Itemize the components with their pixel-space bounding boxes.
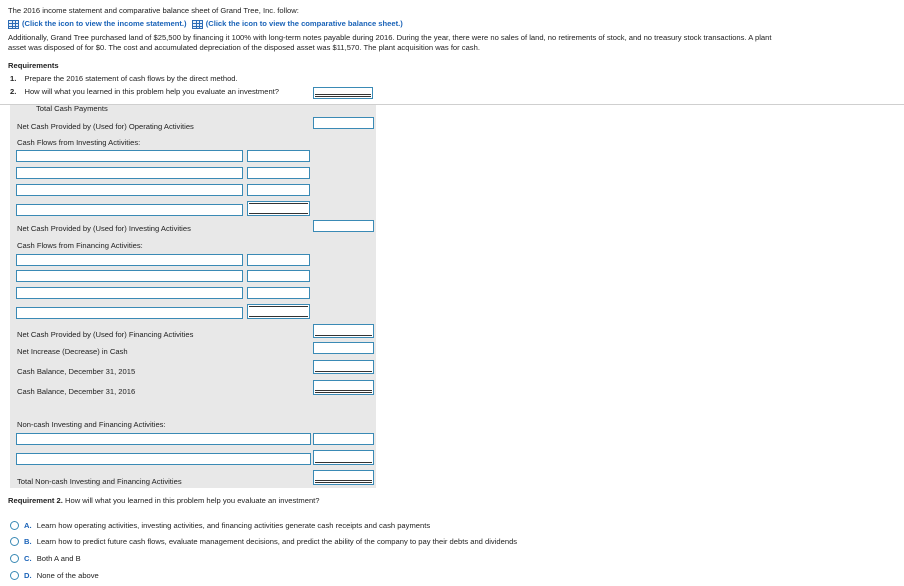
option-text[interactable]: None of the above bbox=[36, 571, 99, 580]
balance-2015-label: Cash Balance, December 31, 2015 bbox=[17, 367, 136, 376]
balance-2016-input[interactable] bbox=[313, 380, 374, 395]
financing-amount-input-2[interactable] bbox=[247, 270, 310, 282]
financing-description-input-1[interactable] bbox=[16, 254, 243, 266]
view-statements-links bbox=[8, 19, 403, 29]
investing-description-input-1[interactable] bbox=[16, 150, 243, 162]
option-text[interactable]: Learn how operating activities, investing activities, and financing activities generate cash receipts and cash payments bbox=[36, 521, 431, 530]
radio-icon[interactable] bbox=[10, 554, 19, 563]
balance-2016-label: Cash Balance, December 31, 2016 bbox=[17, 387, 136, 396]
financing-amount-input-3[interactable] bbox=[247, 287, 310, 299]
total-noncash-label: Total Non-cash Investing and Financing Activities bbox=[17, 477, 182, 486]
investing-description-input-3[interactable] bbox=[16, 184, 243, 196]
financing-header: Cash Flows from Financing Activities: bbox=[17, 241, 143, 250]
investing-amount-input-4[interactable] bbox=[247, 201, 310, 216]
financing-description-input-2[interactable] bbox=[16, 270, 243, 282]
investing-header: Cash Flows from Investing Activities: bbox=[17, 138, 141, 147]
financing-amount-input-4[interactable] bbox=[247, 304, 310, 319]
investing-amount-input-1[interactable] bbox=[247, 150, 310, 162]
net-operating-label: Net Cash Provided by (Used for) Operating Activities bbox=[17, 122, 194, 131]
additional-info-line1: Additionally, Grand Tree purchased land of $25,500 by financing it 100% with long-term notes payable during 2016. During the year, there were no sales of land, no retirements of stock, and no treasury stock transactions. A plant bbox=[8, 33, 772, 42]
investing-description-input-4[interactable] bbox=[16, 204, 243, 216]
total-cash-payments-label: Total Cash Payments bbox=[36, 104, 108, 113]
investing-amount-input-2[interactable] bbox=[247, 167, 310, 179]
noncash-description-input-1[interactable] bbox=[16, 433, 311, 445]
total-cash-payments-input[interactable] bbox=[313, 87, 373, 99]
option-text[interactable]: Both A and B bbox=[36, 554, 81, 563]
radio-icon[interactable] bbox=[10, 521, 19, 530]
additional-info-line2: asset was disposed of for $0. The cost and accumulated depreciation of the disposed asset was $11,570. The plant acquisition was for cash. bbox=[8, 43, 480, 52]
table-icon[interactable] bbox=[8, 20, 19, 29]
table-icon[interactable] bbox=[192, 20, 203, 29]
requirement-item-1 bbox=[10, 74, 238, 83]
requirement-number: 2. bbox=[10, 87, 17, 96]
requirement-number: 1. bbox=[10, 74, 17, 83]
additional-info bbox=[8, 33, 888, 53]
noncash-header: Non-cash Investing and Financing Activities: bbox=[17, 420, 166, 429]
total-noncash-input[interactable] bbox=[313, 470, 374, 485]
option-letter: A. bbox=[24, 521, 32, 530]
net-operating-input[interactable] bbox=[313, 117, 374, 129]
net-financing-input[interactable] bbox=[313, 324, 374, 338]
intro-text: The 2016 income statement and comparative balance sheet of Grand Tree, Inc. follow: bbox=[8, 6, 299, 15]
option-letter: B. bbox=[24, 537, 32, 546]
option-letter: D. bbox=[24, 571, 32, 580]
income-statement-link[interactable] bbox=[8, 19, 189, 28]
radio-icon[interactable] bbox=[10, 537, 19, 546]
noncash-amount-input-2[interactable] bbox=[313, 450, 374, 465]
requirements-heading: Requirements bbox=[8, 61, 59, 70]
financing-description-input-4[interactable] bbox=[16, 307, 243, 319]
option-letter: C. bbox=[24, 554, 32, 563]
balance-2015-input[interactable] bbox=[313, 360, 374, 374]
investing-description-input-2[interactable] bbox=[16, 167, 243, 179]
requirement-text: How will what you learned in this problem help you evaluate an investment? bbox=[24, 87, 280, 96]
radio-icon[interactable] bbox=[10, 571, 19, 580]
net-investing-label: Net Cash Provided by (Used for) Investing Activities bbox=[17, 224, 191, 233]
noncash-description-input-2[interactable] bbox=[16, 453, 311, 465]
requirement-2-question bbox=[8, 496, 320, 505]
requirement-2-label: Requirement 2. bbox=[8, 496, 63, 505]
income-statement-link-text[interactable]: (Click the icon to view the income statement.) bbox=[22, 19, 187, 28]
net-investing-input[interactable] bbox=[313, 220, 374, 232]
investing-amount-input-3[interactable] bbox=[247, 184, 310, 196]
net-increase-label: Net Increase (Decrease) in Cash bbox=[17, 347, 128, 356]
noncash-amount-input-1[interactable] bbox=[313, 433, 374, 445]
requirement-2-text: How will what you learned in this problem help you evaluate an investment? bbox=[64, 496, 320, 505]
balance-sheet-link[interactable] bbox=[192, 19, 403, 28]
option-text[interactable]: Learn how to predict future cash flows, evaluate management decisions, and predict the ability of the company to pay their debts and dividends bbox=[36, 537, 518, 546]
balance-sheet-link-text[interactable]: (Click the icon to view the comparative balance sheet.) bbox=[205, 19, 403, 28]
net-increase-input[interactable] bbox=[313, 342, 374, 354]
financing-amount-input-1[interactable] bbox=[247, 254, 310, 266]
financing-description-input-3[interactable] bbox=[16, 287, 243, 299]
net-financing-label: Net Cash Provided by (Used for) Financing Activities bbox=[17, 330, 194, 339]
requirement-text: Prepare the 2016 statement of cash flows by the direct method. bbox=[24, 74, 238, 83]
requirement-item-2 bbox=[10, 87, 279, 96]
